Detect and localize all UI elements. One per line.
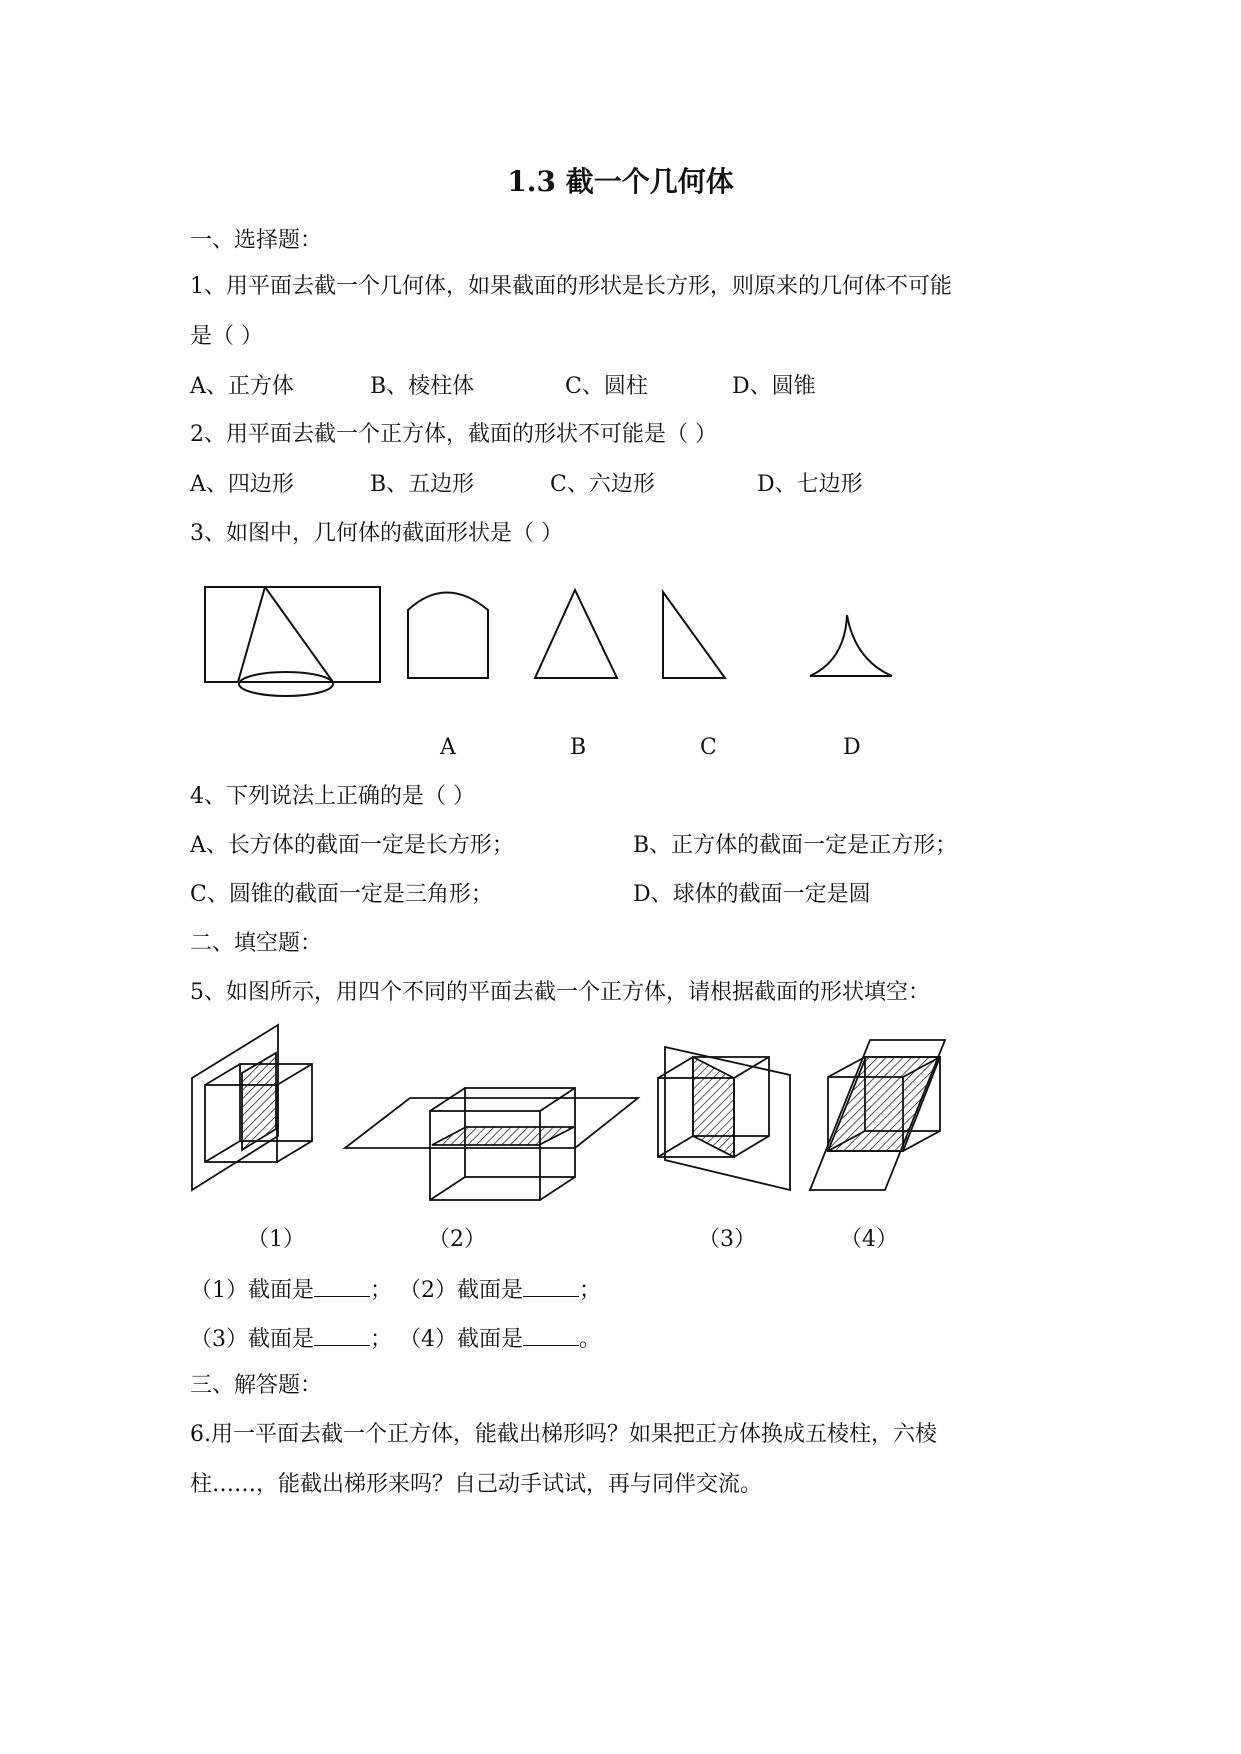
q1-option-d: D、圆锥 [732,374,816,399]
q5-fill-row-2 [190,1323,601,1355]
q2-option-a: A、四边形 [190,472,294,497]
question-1-line-2: 是（ ） [190,324,263,349]
q5-fill-row-1 [190,1274,601,1306]
q2-option-c: C、六边形 [550,472,655,497]
q5-cube-3 [658,1047,790,1190]
section-heading-answer: 三、解答题： [190,1373,323,1398]
question-1-line-1: 1、用平面去截一个几何体，如果截面的形状是长方形，则原来的几何体不可能 [190,274,952,299]
section-heading-fill: 二、填空题： [190,931,323,956]
q4-option-b: B、正方体的截面一定是正方形； [633,833,958,858]
question-4: 4、下列说法上正确的是（ ） [190,784,475,809]
q3-label-b: B [570,735,587,760]
q5-cube-2 [345,1088,638,1200]
q5-label-2: （2） [428,1227,486,1252]
q4-option-a: A、长方体的截面一定是长方形； [190,833,514,858]
q1-option-b: B、棱柱体 [370,374,475,399]
question-5: 5、如图所示，用四个不同的平面去截一个正方体，请根据截面的形状填空： [190,980,930,1005]
page-title: 1.3 截一个几何体 [507,165,734,198]
q4-option-c: C、圆锥的截面一定是三角形； [190,882,493,907]
q5-label-3: （3） [698,1227,756,1252]
q5-label-4: （4） [840,1227,898,1252]
q5-blank-1[interactable] [314,1274,370,1297]
question-3: 3、如图中，几何体的截面形状是（ ） [190,521,563,546]
q5-fill-4-end: 。 [579,1327,602,1352]
q5-cube-4 [810,1040,945,1190]
q5-blank-2[interactable] [523,1274,579,1297]
q4-option-d: D、球体的截面一定是圆 [633,882,871,907]
q1-option-a: A、正方体 [190,374,294,399]
q1-option-c: C、圆柱 [565,374,648,399]
q5-fill-2-end: ； [579,1278,602,1303]
question-6-line-2: 柱……，能截出梯形来吗？自己动手试试，再与同伴交流。 [190,1472,763,1497]
q5-fill-2-label: （2）截面是 [399,1278,524,1303]
q5-fill-1-end: ； [370,1278,393,1303]
q5-cube-1 [192,1025,312,1190]
q5-blank-4[interactable] [523,1323,579,1346]
q2-option-d: D、七边形 [757,472,863,497]
q5-label-1: （1） [247,1227,305,1252]
question-6-line-1: 6.用一平面去截一个正方体，能截出梯形吗？如果把正方体换成五棱柱，六棱 [190,1422,937,1447]
q5-fill-4-label: （4）截面是 [399,1327,524,1352]
q5-fill-3-label: （3）截面是 [190,1327,314,1352]
q3-label-c: C [700,735,717,760]
q3-label-d: D [843,735,861,760]
section-heading-choice: 一、选择题： [190,228,323,253]
question-2: 2、用平面去截一个正方体，截面的形状不可能是（ ） [190,422,717,447]
q2-option-b: B、五边形 [370,472,475,497]
q3-label-a: A [440,735,456,760]
q5-blank-3[interactable] [314,1323,370,1346]
q5-fill-1-label: （1）截面是 [190,1278,314,1303]
q5-fill-3-end: ； [370,1327,393,1352]
